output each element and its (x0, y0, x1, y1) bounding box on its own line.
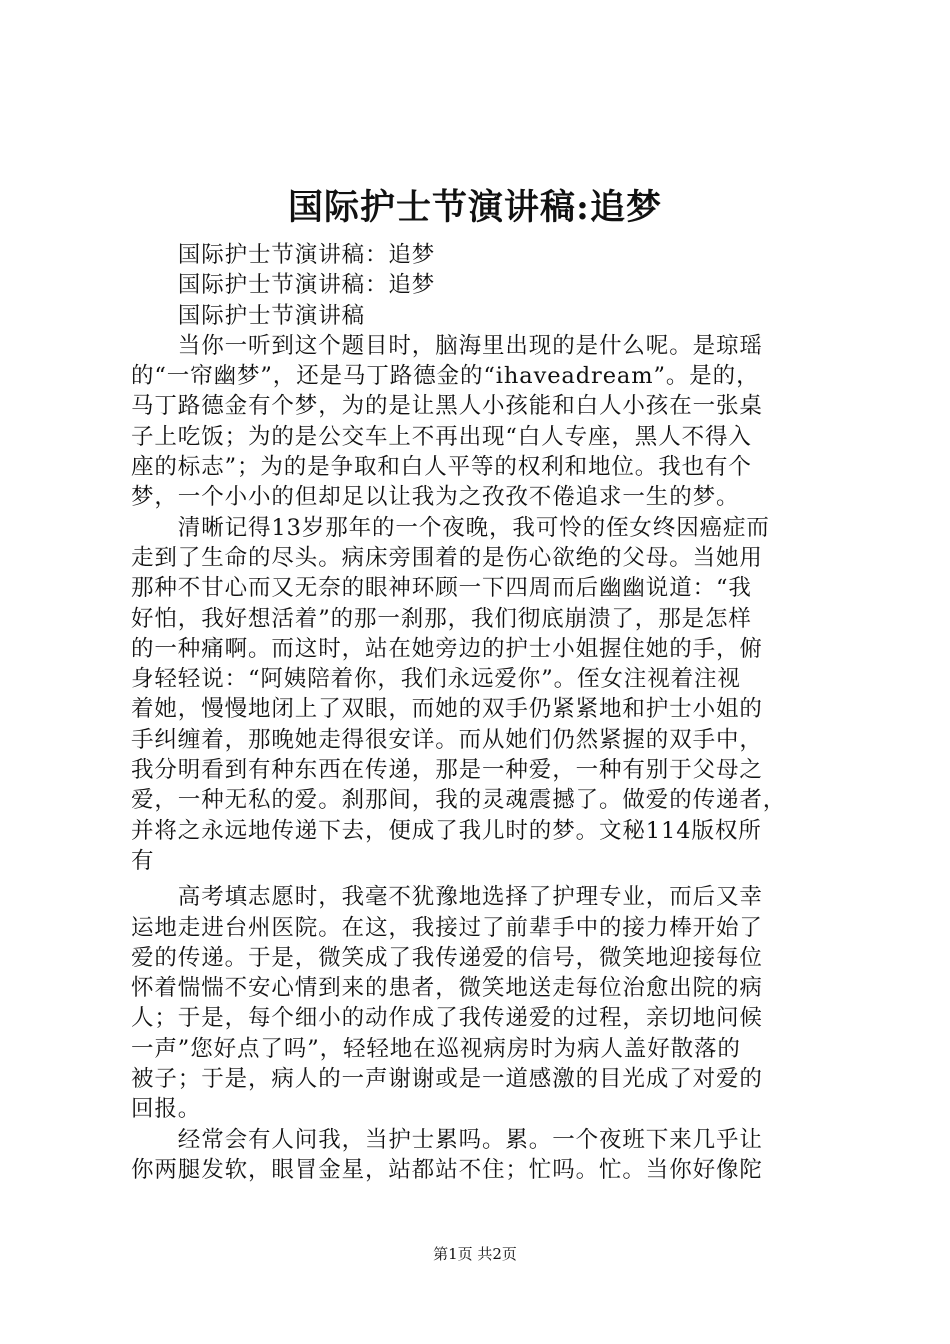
text-line: 你两腿发软，眼冒金星，站都站不住；忙吗。忙。当你好像陀 (131, 1156, 763, 1183)
text-line: 并将之永远地传递下去，便成了我儿时的梦。文秘114版权所 (131, 817, 762, 844)
page-number-footer: 第1页 共2页 (433, 1245, 517, 1263)
text-line: 高考填志愿时，我毫不犹豫地选择了护理专业，而后又幸 (131, 884, 763, 911)
text-line: 我分明看到有种东西在传递，那是一种爱，一种有别于父母之 (131, 757, 763, 784)
text-line: 国际护士节演讲稿：追梦 (131, 242, 436, 268)
document-title: 国际护士节演讲稿:追梦 (288, 187, 662, 228)
document-body (131, 240, 831, 1185)
text-line: 子上吃饭；为的是公交车上不再出现“白人专座，黑人不得入 (131, 423, 752, 450)
text-line: 被子；于是，病人的一声谢谢或是一道感激的目光成了对爱的 (131, 1066, 763, 1093)
text-line: 手纠缠着，那晚她走得很安详。而从她们仍然紧握的双手中， (131, 726, 763, 753)
text-line: 好怕，我好想活着”的那一刹那，我们彻底崩溃了，那是怎样 (131, 605, 752, 632)
text-line: 运地走进台州医院。在这，我接过了前辈手中的接力棒开始了 (131, 914, 763, 941)
text-line: 梦，一个小小的但却足以让我为之孜孜不倦追求一生的梦。 (131, 484, 740, 511)
text-line: 的“一帘幽梦”，还是马丁路德金的“ihaveadream”。是的， (131, 363, 760, 390)
text-line: 国际护士节演讲稿 (131, 302, 366, 329)
text-line: 那种不甘心而又无奈的眼神环顾一下四周而后幽幽说道：“我 (131, 575, 752, 602)
text-line: 国际护士节演讲稿：追梦 (131, 272, 436, 299)
text-line: 走到了生命的尽头。病床旁围着的是伤心欲绝的父母。当她用 (131, 544, 763, 571)
text-line: 怀着惴惴不安心情到来的患者，微笑地送走每位治愈出院的病 (131, 975, 763, 1002)
text-line: 身轻轻说：“阿姨陪着你，我们永远爱你”。侄女注视着注视 (131, 666, 741, 693)
text-line: 回报。 (131, 1096, 202, 1123)
text-line: 的一种痛啊。而这时，站在她旁边的护士小姐握住她的手，俯 (131, 635, 763, 662)
text-line: 当你一听到这个题目时，脑海里出现的是什么呢。是琼瑶 (131, 332, 763, 359)
text-line: 人；于是，每个细小的动作成了我传递爱的过程，亲切地问候 (131, 1005, 763, 1032)
text-line: 爱的传递。于是，微笑成了我传递爱的信号，微笑地迎接每位 (131, 944, 763, 971)
text-line: 一声”您好点了吗”，轻轻地在巡视病房时为病人盖好散落的 (131, 1035, 741, 1062)
text-line: 爱，一种无私的爱。刹那间，我的灵魂震撼了。做爱的传递者， (131, 787, 787, 814)
text-line: 经常会有人问我，当护士累吗。累。一个夜班下来几乎让 (131, 1126, 763, 1153)
text-line: 有 (131, 847, 155, 874)
text-line: 座的标志”；为的是争取和白人平等的权利和地位。我也有个 (131, 454, 752, 481)
text-line: 马丁路德金有个梦，为的是让黑人小孩能和白人小孩在一张桌 (131, 393, 763, 420)
text-line: 清晰记得13岁那年的一个夜晚，我可怜的侄女终因癌症而 (131, 514, 770, 541)
text-line: 着她，慢慢地闭上了双眼，而她的双手仍紧紧地和护士小姐的 (131, 696, 763, 723)
